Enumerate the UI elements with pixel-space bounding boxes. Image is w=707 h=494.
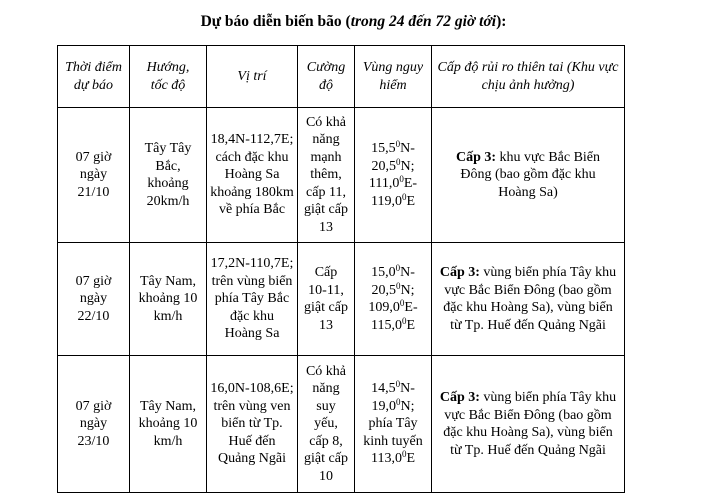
page-title: [0, 13, 707, 31]
cell-time: 07 giờ ngày 21/10: [58, 108, 130, 243]
header-danger-zone: Vùng nguy hiểm: [355, 46, 432, 108]
risk-level-label: Cấp 3:: [455, 149, 497, 165]
cell-risk: Cấp 3: vùng biển phía Tây khu vực Bắc Biển Đông (bao gồm đặc khu Hoàng Sa), vùng biển từ Tp. Huế đến Quảng Ngãi: [432, 356, 625, 493]
cell-time: 07 giờ ngày 22/10: [58, 243, 130, 356]
cell-danger-zone: 15,0$^0$N- 20,5$^0$N; 109,0$^0$E- 115,0$^0$E: [355, 243, 432, 356]
cell-intensity: Có khả năng suy yếu, cấp 8, giật cấp 10: [298, 356, 355, 493]
cell-danger-zone: 14,5$^0$N- 19,0$^0$N; phía Tây kinh tuyến 113,0$^0$E: [355, 356, 432, 493]
cell-position: 17,2N-110,7E; trên vùng biển phía Tây Bắc đặc khu Hoàng Sa: [207, 243, 298, 356]
header-time: Thời điểm dự báo: [58, 46, 130, 108]
header-risk: Cấp độ rủi ro thiên tai (Khu vực chịu ảnh hưởng): [432, 46, 625, 108]
title-prefix: Dự báo diễn biến bão (: [200, 13, 351, 30]
cell-intensity: Cấp 10-11, giật cấp 13: [298, 243, 355, 356]
header-position: Vị trí: [207, 46, 298, 108]
cell-direction: Tây Nam, khoảng 10 km/h: [130, 243, 207, 356]
cell-risk: Cấp 3: vùng biển phía Tây khu vực Bắc Biển Đông (bao gồm đặc khu Hoàng Sa), vùng biển từ Tp. Huế đến Quảng Ngãi: [432, 243, 625, 356]
header-direction: Hướng, tốc độ: [130, 46, 207, 108]
table-header-row: [58, 46, 625, 108]
table-row: [58, 108, 625, 243]
header-intensity: Cường độ: [298, 46, 355, 108]
title-suffix: ):: [496, 13, 507, 30]
risk-level-label: Cấp 3:: [439, 390, 480, 405]
risk-level-label: Cấp 3:: [439, 265, 480, 280]
table-row: [58, 243, 625, 356]
cell-position: 18,4N-112,7E; cách đặc khu Hoàng Sa khoảng 180km về phía Bắc: [207, 108, 298, 243]
table-row: [58, 356, 625, 493]
cell-intensity: Có khả năng mạnh thêm, cấp 11, giật cấp 13: [298, 108, 355, 243]
cell-direction: Tây Nam, khoảng 10 km/h: [130, 356, 207, 493]
cell-risk: Cấp 3: khu vực Bắc Biển Đông (bao gồm đặc khu Hoàng Sa): [432, 108, 625, 243]
cell-direction: Tây Tây Bắc, khoảng 20km/h: [130, 108, 207, 243]
cell-position: 16,0N-108,6E; trên vùng ven biển từ Tp. Huế đến Quảng Ngãi: [207, 356, 298, 493]
forecast-table: [57, 45, 625, 493]
title-italic: trong 24 đến 72 giờ tới: [350, 13, 497, 30]
cell-danger-zone: 15,5$^0$N- 20,5$^0$N; 111,0$^0$E- 119,0$^0$E: [355, 108, 432, 243]
cell-time: 07 giờ ngày 23/10: [58, 356, 130, 493]
